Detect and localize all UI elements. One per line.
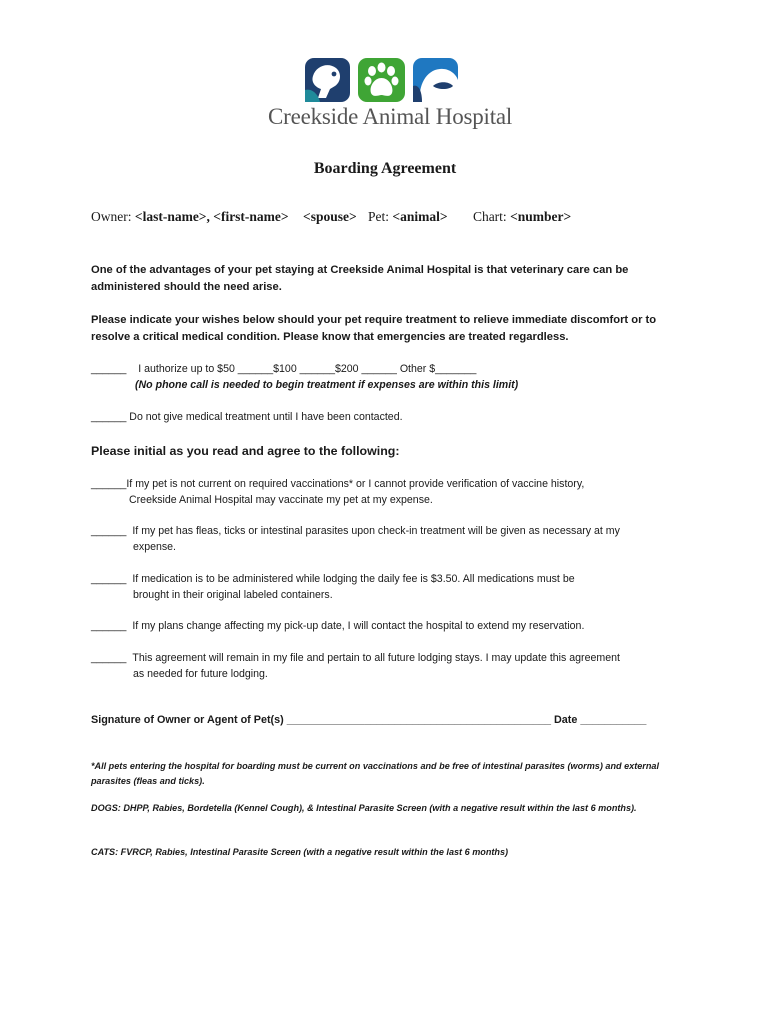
hospital-logo	[268, 56, 513, 132]
authorize-amount-text: I authorize up to $50 ______$100 ______$200 ______ Other $_______	[138, 363, 477, 375]
item-initial-blank[interactable]: ______	[91, 478, 127, 490]
agreement-item-5	[91, 650, 620, 666]
agreement-item-3	[91, 571, 575, 587]
wishes-paragraph: Please indicate your wishes below should your pet require treatment to relieve immediate discomfort or to resolve a critical medical condition. Please know that emergencies are treated regardless.	[91, 314, 657, 343]
initial-heading: Please initial as you read and agree to the following:	[91, 444, 400, 458]
item-initial-blank[interactable]: ______	[91, 652, 127, 664]
logo-mark-icon	[268, 56, 500, 108]
vaccination-note: *All pets entering the hospital for boarding must be current on vaccinations and be free of intestinal parasites (worms) and external parasites (fleas and ticks).	[91, 761, 659, 786]
owner-info-line	[91, 209, 571, 225]
no-treatment-line: ______ Do not give medical treatment until I have been contacted.	[91, 411, 403, 423]
chart-number-field: <number>	[510, 209, 572, 224]
agreement-item-2-continued: expense.	[133, 541, 176, 553]
agreement-item-1	[91, 476, 584, 492]
item-initial-blank[interactable]: ______	[91, 573, 127, 585]
authorize-initial-blank[interactable]: ______	[91, 363, 127, 375]
item-text: If my plans change affecting my pick-up date, I will contact the hospital to extend my reservation.	[132, 620, 585, 632]
item-initial-blank[interactable]: ______	[91, 525, 127, 537]
item-initial-blank[interactable]: ______	[91, 620, 127, 632]
item-text: If my pet has fleas, ticks or intestinal parasites upon check-in treatment will be given as necessary at my	[132, 525, 620, 537]
item-text: If my pet is not current on required vaccinations* or I cannot provide verification of vaccine history,	[126, 478, 585, 490]
intro-paragraph: One of the advantages of your pet staying at Creekside Animal Hospital is that veterinary care can be administered should the need arise.	[91, 264, 629, 293]
dogs-requirements: DOGS: DHPP, Rabies, Bordetella (Kennel Cough), & Intestinal Parasite Screen (with a negative result within the last 6 months).	[91, 803, 637, 813]
cats-requirements: CATS: FVRCP, Rabies, Intestinal Parasite Screen (with a negative result within the last 6 months)	[91, 847, 509, 857]
item-text: If medication is to be administered while lodging the daily fee is $3.50. All medications must be	[132, 573, 575, 585]
pet-field: <animal>	[392, 209, 448, 224]
owner-name-field: <last-name>, <first-name>	[134, 209, 289, 224]
authorize-note: (No phone call is needed to begin treatment if expenses are within this limit)	[135, 379, 519, 391]
agreement-item-4	[91, 618, 584, 634]
pet-label: Pet:	[368, 209, 390, 224]
item-text: This agreement will remain in my file and pertain to all future lodging stays. I may update this agreement	[132, 652, 620, 664]
hospital-name-logo-text: Creekside Animal Hospital	[268, 104, 513, 129]
chart-label: Chart:	[472, 209, 507, 224]
owner-label: Owner:	[91, 209, 132, 224]
spouse-field: <spouse>	[303, 209, 357, 224]
signature-line[interactable]: Signature of Owner or Agent of Pet(s) ____________________________________________ Date ___________	[91, 714, 647, 726]
page-title: Boarding Agreement	[313, 160, 457, 177]
agreement-item-5-continued: as needed for future lodging.	[133, 668, 268, 680]
authorize-line	[91, 361, 476, 377]
agreement-item-1-continued: Creekside Animal Hospital may vaccinate my pet at my expense.	[129, 494, 433, 506]
agreement-item-3-continued: brought in their original labeled containers.	[133, 589, 333, 601]
agreement-item-2	[91, 523, 620, 539]
